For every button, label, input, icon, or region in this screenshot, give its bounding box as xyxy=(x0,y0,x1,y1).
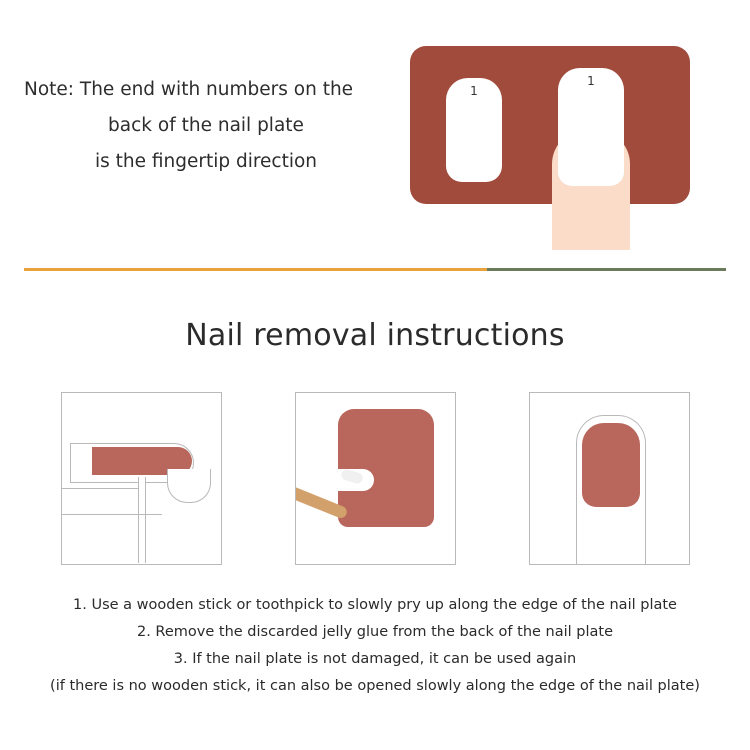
finger-line-upper xyxy=(62,488,140,489)
note-line-3: is the fingertip direction xyxy=(94,151,318,172)
note-line-2: back of the nail plate xyxy=(108,115,304,136)
fingertip-outline-icon xyxy=(167,469,211,503)
divider-left-segment xyxy=(24,268,487,271)
section-divider xyxy=(24,268,726,271)
instruction-line-4: (if there is no wooden stick, it can also be opened slowly along the edge of the nail plate) xyxy=(50,678,700,694)
step-panel-3 xyxy=(529,392,690,565)
step-panel-2 xyxy=(295,392,456,565)
finger-line-lower xyxy=(62,514,162,515)
divider-right-segment xyxy=(487,268,726,271)
nail-plate-back-icon xyxy=(338,409,434,527)
note-section xyxy=(0,0,750,250)
finger-nail-number: 1 xyxy=(587,74,595,88)
instruction-line-2: 2. Remove the discarded jelly glue from the back of the nail plate xyxy=(136,624,614,640)
instruction-line-3: 3. If the nail plate is not damaged, it can be used again xyxy=(173,651,577,667)
step-panels xyxy=(0,392,750,565)
note-text-block xyxy=(16,72,396,180)
wooden-stick-icon xyxy=(138,477,146,563)
nail-plate-card xyxy=(410,46,690,204)
instruction-list xyxy=(0,592,750,700)
finger-nail-illustration xyxy=(558,68,624,186)
page-title: Nail removal instructions xyxy=(185,318,565,353)
nail-plate-left-number: 1 xyxy=(470,84,478,98)
reusable-nail-plate-icon xyxy=(582,423,640,507)
note-line-1: Note: The end with numbers on the xyxy=(24,79,354,100)
instruction-line-1: 1. Use a wooden stick or toothpick to slowly pry up along the edge of the nail plate xyxy=(73,597,677,613)
step-panel-1 xyxy=(61,392,222,565)
nail-plate-left xyxy=(446,78,502,182)
